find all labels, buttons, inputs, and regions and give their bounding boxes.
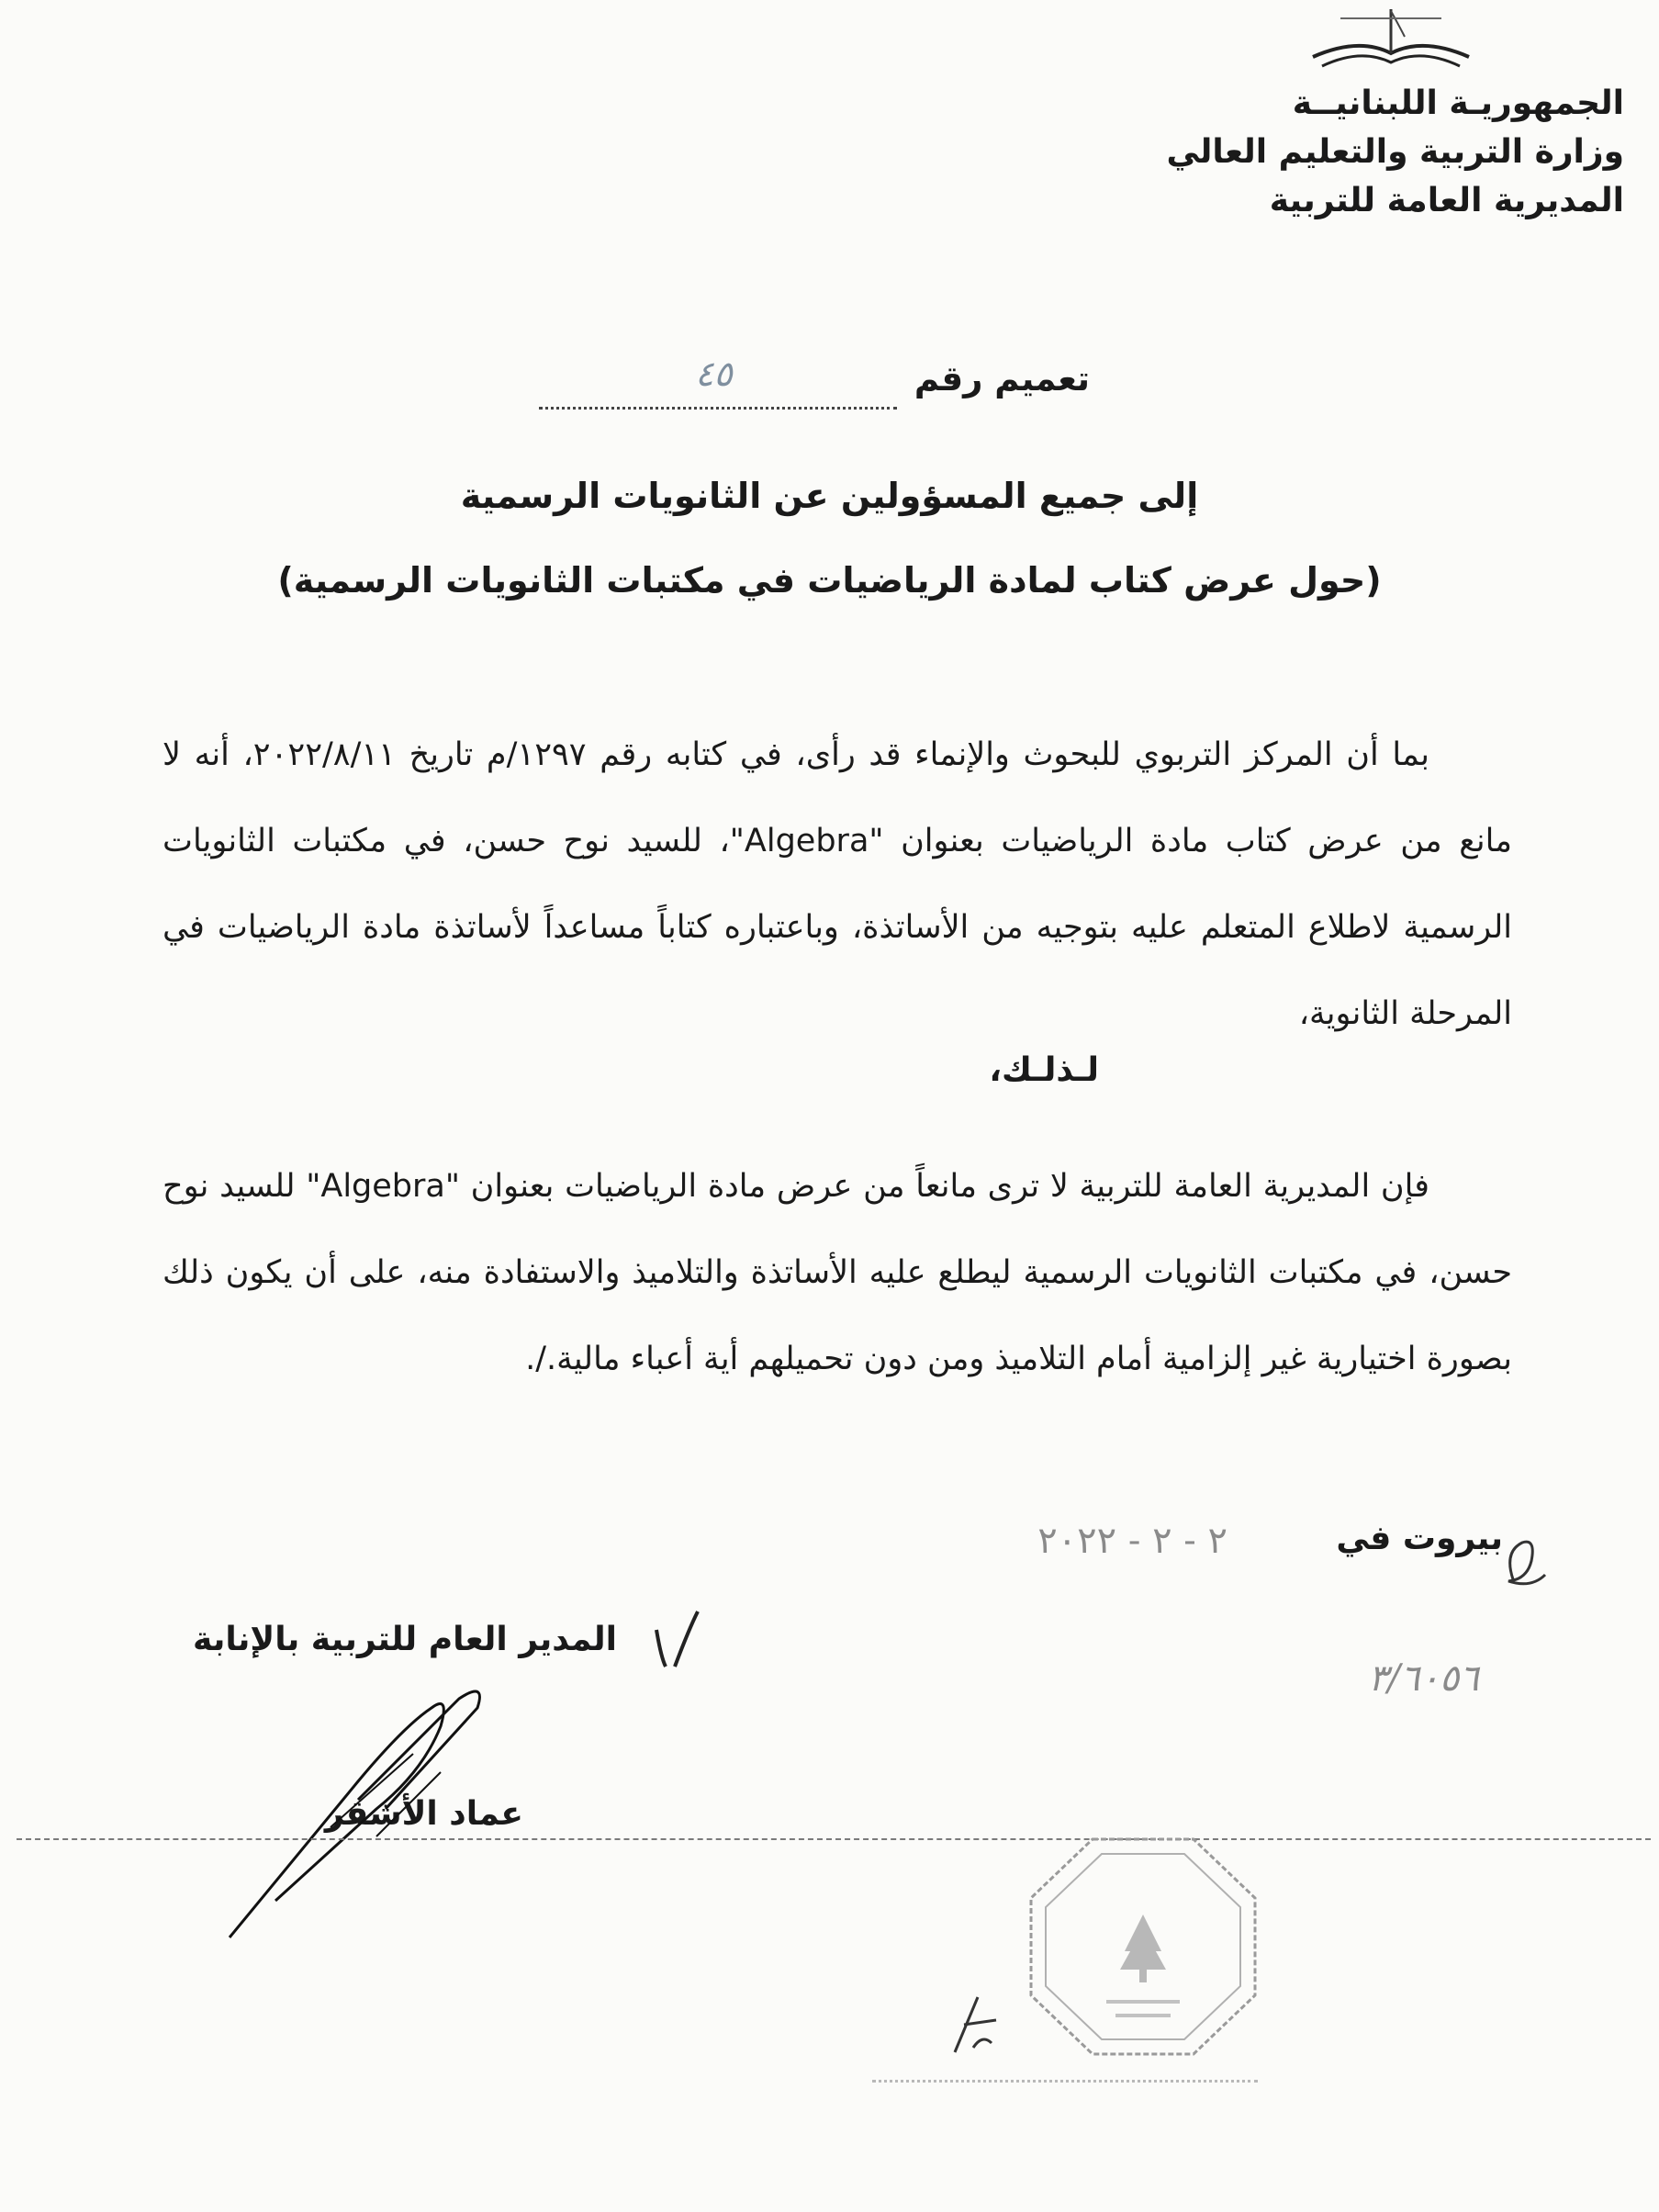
date-label: بيروت في — [1336, 1520, 1503, 1557]
circular-dotted-line — [539, 407, 897, 410]
letterhead — [1166, 79, 1624, 225]
reference-number: ٣/٦٠٥٦ — [1368, 1657, 1479, 1700]
paragraph-whereas-text: بما أن المركز التربوي للبحوث والإنماء قد رأى، في كتابه رقم ١٢٩٧/م تاريخ ٢٠٢٢/٨/١١، أنه لا مانع من عرض كتاب مادة الرياضيات بعنوان "Algebra"، للسيد نوح حسن، في مكتبات الثانويات الرسمية لاطلاع المتعلم عليه بتوجيه من الأساتذة، وباعتباره كتاباً مساعداً لأساتذة مادة الرياضيات في المرحلة الثانوية، — [163, 736, 1513, 1032]
paragraph-decision-text: فإن المديرية العامة للتربية لا ترى مانعاً من عرض مادة الرياضيات بعنوان "Algebra" للسيد نوح حسن، في مكتبات الثانويات الرسمية ليطلع عليه الأساتذة والتلاميذ والاستفادة منه، على أن يكون ذلك بصورة اختيارية غير إلزامية أمام التلاميذ ومن دون تحميلهم أية أعباء مالية./. — [163, 1168, 1512, 1377]
date-initial-mark — [1495, 1524, 1550, 1598]
addressee: إلى جميع المسؤولين عن الثانويات الرسمية — [460, 476, 1199, 516]
letterhead-country: الجمهوريـة اللبنانيــة — [1292, 84, 1624, 122]
signature — [220, 1671, 523, 1947]
paragraph-decision — [163, 1143, 1512, 1402]
signatory-title: المدير العام للتربية بالإنابة — [193, 1621, 617, 1658]
letterhead-ministry: وزارة التربية والتعليم العالي — [1166, 133, 1624, 171]
paragraph-whereas — [163, 712, 1512, 1057]
date-value: ٢ - ٢ - ٢٠٢٢ — [1037, 1520, 1227, 1562]
circular-number: ٤٥ — [695, 354, 733, 394]
handwritten-mark — [643, 1602, 707, 1676]
letterhead-directorate: المديرية العامة للتربية — [1269, 182, 1624, 219]
initials-mark — [946, 1988, 1001, 2061]
signatory-name: عماد الأشقر — [324, 1795, 523, 1833]
circular-number-line — [539, 354, 1090, 418]
official-stamp — [1024, 1832, 1262, 2061]
date-line — [768, 1520, 1503, 1593]
circular-label: تعميم رقم — [914, 359, 1090, 399]
subject: (حول عرض كتاب لمادة الرياضيات في مكتبات الثانويات الرسمية) — [277, 560, 1382, 601]
dashed-divider — [17, 1838, 1651, 1840]
therefore-heading: لـذلـك، — [989, 1051, 1099, 1089]
bottom-faint-line — [872, 2080, 1258, 2083]
ministry-emblem-icon — [1304, 0, 1478, 73]
